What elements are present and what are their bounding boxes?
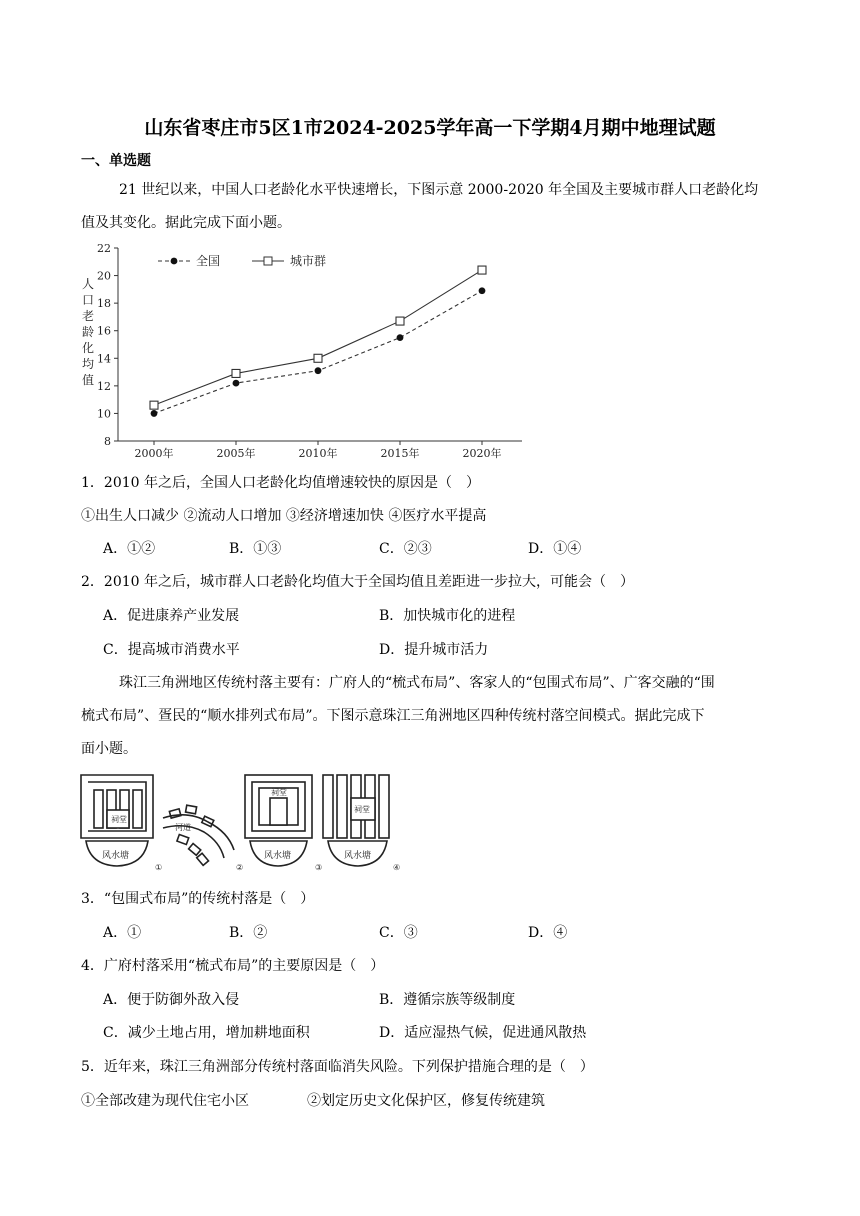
q1-option-d[interactable]: D．①④ — [528, 541, 582, 557]
data-point-national — [479, 287, 486, 294]
q1-option-b[interactable]: B．①③ — [229, 541, 282, 557]
citang-label-4: 祠堂 — [354, 805, 370, 814]
data-point-city-cluster — [314, 354, 322, 362]
y-axis-label-char: 人 — [81, 277, 95, 291]
layout-2-diagram — [163, 805, 234, 865]
x-tick-label: 2015年 — [380, 447, 420, 460]
q1-stem: 1．2010 年之后，全国人口老龄化均值增速较快的原因是（ ） — [81, 475, 480, 491]
layout-label-2: ② — [236, 863, 244, 872]
y-tick-label: 12 — [97, 379, 111, 393]
q4-option-b[interactable]: B．遵循宗族等级制度 — [379, 992, 516, 1008]
data-point-city-cluster — [232, 369, 240, 377]
y-tick-label: 18 — [97, 297, 111, 311]
y-tick-label: 16 — [97, 324, 111, 338]
legend-marker-city-cluster — [264, 257, 272, 265]
q4-option-a[interactable]: A．便于防御外敌入侵 — [103, 992, 240, 1008]
data-point-city-cluster — [150, 401, 158, 409]
y-tick-label: 20 — [97, 269, 111, 283]
y-tick-label: 10 — [97, 407, 111, 421]
x-tick-label: 2020年 — [462, 447, 502, 460]
y-axis-label-char: 化 — [81, 341, 95, 355]
q2-option-d[interactable]: D．提升城市活力 — [379, 642, 489, 658]
chart-x-ticks — [135, 441, 502, 460]
fengshui-label-1: 风水塘 — [102, 851, 130, 861]
page-title: 山东省枣庄市5区1市2024-2025学年高一下学期4月期中地理试题 — [144, 117, 716, 139]
series-line-1 — [154, 291, 482, 414]
village-layout-figure — [78, 770, 408, 878]
intro2-line2: 梳式布局”、疍民的“顺水排列式布局”。下图示意珠江三角洲地区四种传统村落空间模式。据此完成下 — [81, 708, 705, 724]
y-tick-label: 8 — [104, 435, 111, 448]
y-tick-label: 14 — [97, 352, 111, 366]
q3-option-d[interactable]: D．④ — [528, 925, 568, 941]
q5-stem: 5．近年来，珠江三角洲部分传统村落面临消失风险。下列保护措施合理的是（ ） — [81, 1059, 594, 1075]
legend-label-national: 全国 — [196, 254, 221, 268]
x-tick-label: 2000年 — [134, 447, 174, 460]
y-axis-label-char: 老 — [81, 309, 95, 323]
x-tick-label: 2005年 — [216, 447, 256, 460]
citang-label-1: 祠堂 — [111, 815, 127, 824]
data-point-national — [397, 334, 404, 341]
hedao-label: 河道 — [175, 823, 191, 832]
data-point-city-cluster — [478, 266, 486, 274]
q4-stem: 4．广府村落采用“梳式布局”的主要原因是（ ） — [81, 958, 385, 974]
layout-label-3: ③ — [315, 863, 323, 872]
intro2-line3: 面小题。 — [81, 741, 137, 757]
y-tick-label: 22 — [97, 242, 111, 255]
fengshui-label-4: 风水塘 — [344, 851, 372, 861]
series-line-2 — [154, 270, 482, 405]
x-tick-label: 2010年 — [298, 447, 338, 460]
line-chart — [76, 240, 536, 462]
chart-y-label — [82, 277, 94, 387]
q1-option-a[interactable]: A．①② — [103, 541, 156, 557]
q4-option-c[interactable]: C．减少土地占用，增加耕地面积 — [103, 1025, 310, 1041]
q3-stem: 3．“包围式布局”的传统村落是（ ） — [81, 891, 315, 907]
data-point-national — [315, 367, 322, 374]
section-heading: 一、单选题 — [81, 153, 151, 169]
data-point-national — [233, 380, 240, 387]
y-axis-label-char: 口 — [81, 293, 95, 307]
intro2-line1: 珠江三角洲地区传统村落主要有：广府人的“梳式布局”、客家人的“包围式布局”、广客交融的“围 — [119, 675, 715, 691]
data-point-city-cluster — [396, 317, 404, 325]
layout-label-1: ① — [155, 863, 163, 872]
q1-items: ①出生人口减少 ②流动人口增加 ③经济增速加快 ④医疗水平提高 — [81, 508, 487, 524]
layout-label-4: ④ — [393, 863, 401, 872]
q5-item-2: ②划定历史文化保护区，修复传统建筑 — [307, 1093, 545, 1109]
q2-option-c[interactable]: C．提高城市消费水平 — [103, 642, 240, 658]
intro1-line1: 21 世纪以来，中国人口老龄化水平快速增长，下图示意 2000-2020 年全国及主要城市群人口老龄化均 — [119, 182, 759, 198]
legend-label-city-cluster: 城市群 — [290, 254, 327, 268]
q5-item-1: ①全部改建为现代住宅小区 — [81, 1093, 249, 1109]
q3-option-a[interactable]: A．① — [103, 925, 142, 941]
fengshui-label-3: 风水塘 — [264, 851, 292, 861]
data-point-national — [151, 410, 158, 417]
q2-option-b[interactable]: B．加快城市化的进程 — [379, 608, 516, 624]
q3-option-c[interactable]: C．③ — [379, 925, 418, 941]
intro1-line2: 值及其变化。据此完成下面小题。 — [81, 215, 291, 231]
citang-label-3: 祠堂 — [271, 788, 287, 797]
q1-option-c[interactable]: C．②③ — [379, 541, 432, 557]
q2-stem: 2．2010 年之后，城市群人口老龄化均值大于全国均值且差距进一步拉大，可能会（ ） — [81, 574, 634, 590]
chart-y-ticks — [97, 242, 118, 448]
y-axis-label-char: 值 — [81, 373, 95, 387]
y-axis-label-char: 龄 — [81, 325, 95, 339]
q3-option-b[interactable]: B．② — [229, 925, 268, 941]
chart-series — [150, 266, 486, 417]
q4-option-d[interactable]: D．适应湿热气候，促进通风散热 — [379, 1025, 587, 1041]
y-axis-label-char: 均 — [81, 357, 95, 371]
chart-legend — [158, 253, 326, 268]
q2-option-a[interactable]: A．促进康养产业发展 — [103, 608, 240, 624]
chart-axes — [118, 248, 522, 441]
legend-marker-national — [171, 258, 178, 265]
